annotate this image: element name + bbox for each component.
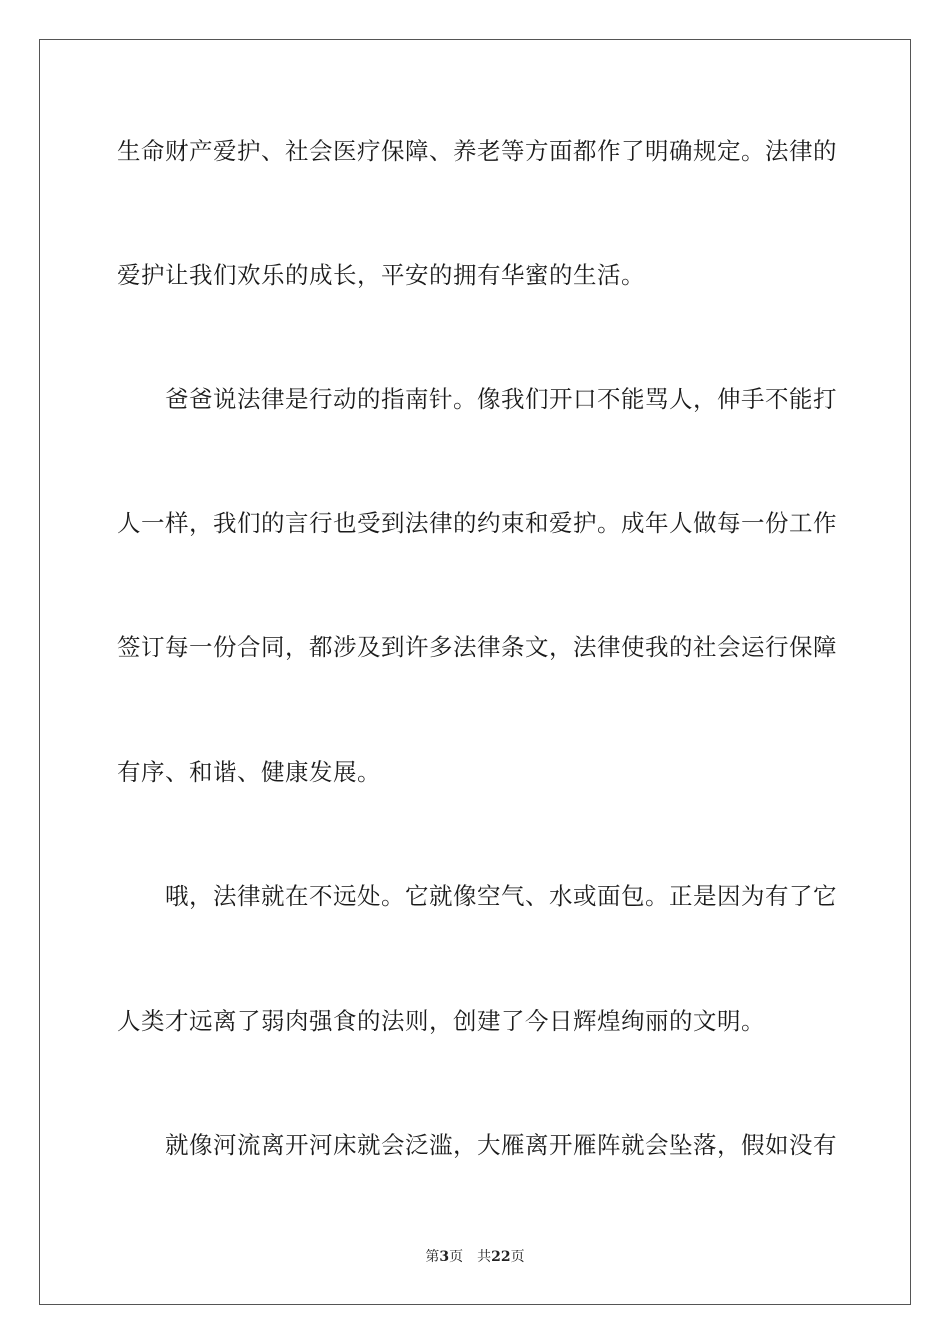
total-suffix: 页 bbox=[510, 1249, 525, 1265]
total-pages-number: 22 bbox=[491, 1249, 511, 1265]
text-line-2: 爱护让我们欢乐的成长，平安的拥有华蜜的生活。 bbox=[117, 261, 645, 289]
text-line-3: 爸爸说法律是行动的指南针。像我们开口不能骂人，伸手不能打 bbox=[165, 385, 837, 413]
text-line-7: 哦，法律就在不远处。它就像空气、水或面包。正是因为有了它 bbox=[165, 882, 837, 910]
text-line-9: 就像河流离开河床就会泛滥，大雁离开雁阵就会坠落，假如没有 bbox=[165, 1131, 837, 1159]
text-line-1: 生命财产爱护、社会医疗保障、养老等方面都作了明确规定。法律的 bbox=[117, 137, 837, 165]
current-page-number: 3 bbox=[439, 1249, 450, 1265]
page-footer bbox=[0, 1248, 950, 1266]
page-prefix: 第 bbox=[425, 1249, 440, 1265]
text-line-6: 有序、和谐、健康发展。 bbox=[117, 758, 381, 786]
text-line-4: 人一样，我们的言行也受到法律的约束和爱护。成年人做每一份工作 bbox=[117, 509, 837, 537]
page-border bbox=[39, 39, 911, 1305]
total-prefix: 共 bbox=[477, 1249, 492, 1265]
text-line-8: 人类才远离了弱肉强食的法则，创建了今日辉煌绚丽的文明。 bbox=[117, 1007, 765, 1035]
text-line-5: 签订每一份合同，都涉及到许多法律条文，法律使我的社会运行保障 bbox=[117, 633, 837, 661]
page-suffix: 页 bbox=[449, 1249, 464, 1265]
